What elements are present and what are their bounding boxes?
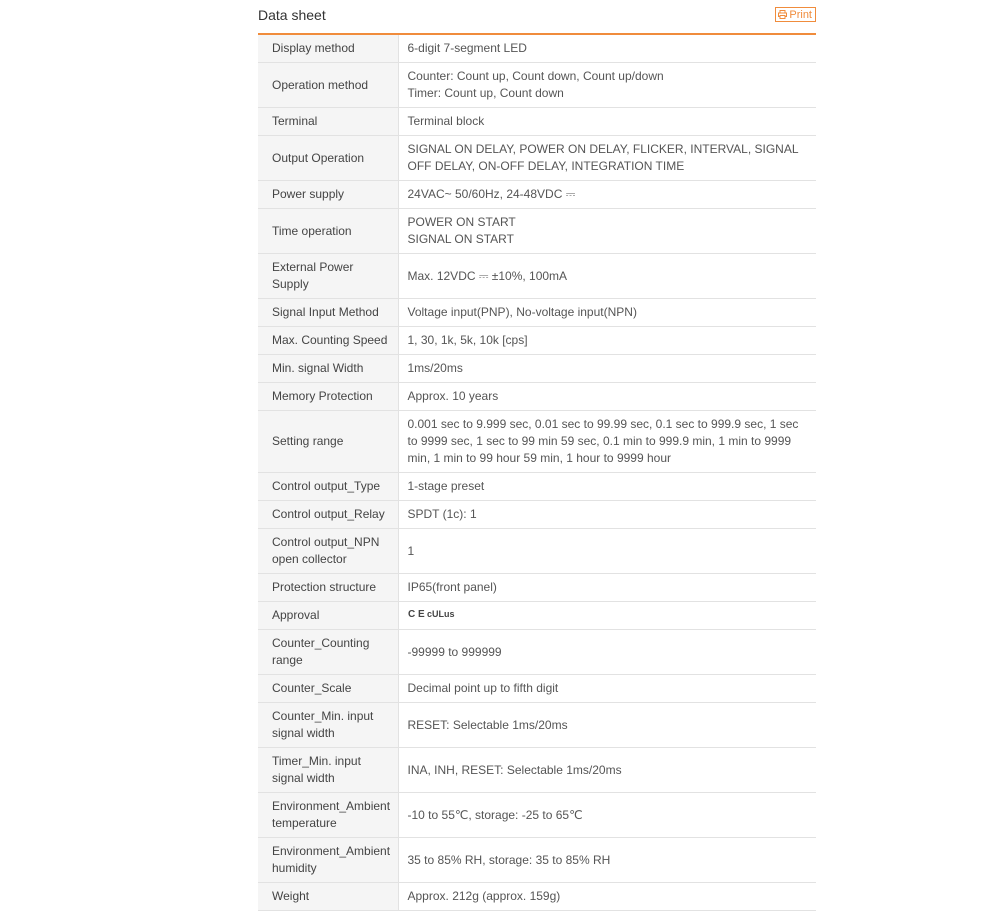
spec-label: Memory Protection — [258, 383, 398, 411]
spec-value-line: Terminal block — [407, 114, 485, 128]
spec-row — [258, 327, 816, 355]
print-icon — [778, 10, 787, 19]
spec-value-line: 0.001 sec to 9.999 sec, 0.01 sec to 99.99 sec, 0.1 sec to 999.9 sec, 1 sec to 9999 sec, 1 sec to 99 min 59 sec, 0.1 min to 999.9 min, 1 min to 9999 min, 1 min to 99 hour 59 min, 1 hour to 9999 hour — [407, 417, 799, 465]
spec-value-line: 6-digit 7-segment LED — [407, 41, 527, 55]
spec-label: Setting range — [258, 411, 398, 473]
spec-value-line: 1 — [407, 543, 415, 558]
spec-value — [398, 209, 816, 254]
spec-label: Environment_Ambient temperature — [258, 793, 398, 838]
spec-label: Protection structure — [258, 574, 398, 602]
spec-row — [258, 411, 816, 473]
spec-value-line: SPDT (1c): 1 — [407, 507, 477, 521]
spec-value-line: 1ms/20ms — [407, 361, 463, 375]
spec-row — [258, 35, 816, 63]
spec-row — [258, 108, 816, 136]
spec-label: External Power Supply — [258, 254, 398, 299]
spec-row — [258, 136, 816, 181]
spec-row — [258, 748, 816, 793]
spec-value-line: 1-stage preset — [407, 479, 485, 493]
approval-logos — [407, 607, 455, 624]
spec-value-line: Approx. 212g (approx. 159g) — [407, 889, 561, 904]
spec-value — [398, 108, 816, 136]
spec-value-line: Counter: Count up, Count down, Count up/down — [407, 69, 664, 83]
spec-table — [258, 35, 816, 911]
spec-value — [398, 838, 816, 883]
spec-label: Max. Counting Speed — [258, 327, 398, 355]
spec-value — [398, 411, 816, 473]
ce-mark-icon: C E — [407, 609, 425, 621]
spec-value — [398, 883, 816, 911]
spec-value — [398, 355, 816, 383]
spec-value — [398, 529, 816, 574]
spec-value — [398, 630, 816, 675]
spec-label: Counter_Min. input signal width — [258, 703, 398, 748]
spec-row — [258, 838, 816, 883]
spec-row — [258, 883, 816, 911]
spec-value-line: Decimal point up to fifth digit — [407, 681, 559, 696]
section-header — [258, 0, 816, 35]
spec-label: Operation method — [258, 63, 398, 108]
spec-value — [398, 63, 816, 108]
spec-label: Min. signal Width — [258, 355, 398, 383]
spec-label: Environment_Ambient humidity — [258, 838, 398, 883]
spec-value-line: SIGNAL ON START — [407, 232, 514, 246]
spec-value — [398, 748, 816, 793]
data-sheet-section — [258, 0, 816, 911]
spec-label: Timer_Min. input signal width — [258, 748, 398, 793]
spec-value-line: Voltage input(PNP), No-voltage input(NPN) — [407, 305, 637, 319]
spec-value-line: 35 to 85% RH, storage: 35 to 85% RH — [407, 852, 611, 867]
spec-row — [258, 355, 816, 383]
spec-value-line: INA, INH, RESET: Selectable 1ms/20ms — [407, 762, 622, 777]
spec-row — [258, 181, 816, 209]
spec-label: Control output_Type — [258, 473, 398, 501]
spec-label: Counter_Scale — [258, 675, 398, 703]
spec-row — [258, 529, 816, 574]
spec-value — [398, 254, 816, 299]
spec-value-line: -10 to 55℃, storage: -25 to 65℃ — [407, 807, 583, 822]
spec-value — [398, 136, 816, 181]
spec-label: Output Operation — [258, 136, 398, 181]
spec-row — [258, 630, 816, 675]
spec-value-line: 1, 30, 1k, 5k, 10k [cps] — [407, 333, 528, 347]
spec-value-line: RESET: Selectable 1ms/20ms — [407, 717, 568, 732]
spec-row — [258, 299, 816, 327]
ul-mark-icon: cULus — [426, 609, 455, 620]
spec-label: Counter_Counting range — [258, 630, 398, 675]
spec-row — [258, 675, 816, 703]
spec-row — [258, 254, 816, 299]
spec-label: Control output_NPN open collector — [258, 529, 398, 574]
spec-value-line: Max. 12VDC ⎓ ±10%, 100mA — [407, 268, 568, 283]
spec-label: Signal Input Method — [258, 299, 398, 327]
spec-value — [398, 35, 816, 63]
spec-value-line: Timer: Count up, Count down — [407, 86, 564, 100]
spec-row — [258, 703, 816, 748]
spec-row — [258, 209, 816, 254]
spec-value — [398, 602, 816, 630]
spec-row — [258, 574, 816, 602]
spec-row — [258, 473, 816, 501]
spec-value — [398, 327, 816, 355]
spec-value — [398, 473, 816, 501]
spec-value — [398, 299, 816, 327]
spec-label: Control output_Relay — [258, 501, 398, 529]
spec-value — [398, 793, 816, 838]
spec-value-line: Approx. 10 years — [407, 389, 499, 403]
spec-label: Time operation — [258, 209, 398, 254]
spec-row — [258, 501, 816, 529]
print-label: Print — [789, 8, 812, 21]
page-title: Data sheet — [258, 7, 326, 23]
spec-label: Display method — [258, 35, 398, 63]
spec-row — [258, 63, 816, 108]
spec-value — [398, 703, 816, 748]
spec-label: Terminal — [258, 108, 398, 136]
spec-label: Weight — [258, 883, 398, 911]
spec-value — [398, 574, 816, 602]
spec-label: Power supply — [258, 181, 398, 209]
spec-value — [398, 501, 816, 529]
spec-value — [398, 181, 816, 209]
spec-row — [258, 602, 816, 630]
spec-value-line: -99999 to 999999 — [407, 644, 502, 659]
spec-value-line: IP65(front panel) — [407, 580, 497, 594]
spec-value — [398, 675, 816, 703]
spec-value-line: SIGNAL ON DELAY, POWER ON DELAY, FLICKER, INTERVAL, SIGNAL OFF DELAY, ON-OFF DELAY, INTEGRATION TIME — [407, 142, 799, 173]
spec-label: Approval — [258, 602, 398, 630]
spec-row — [258, 793, 816, 838]
print-button[interactable] — [775, 7, 816, 22]
spec-value-line: POWER ON START — [407, 215, 516, 229]
certification-marks-icon — [407, 607, 455, 621]
spec-value-line: 24VAC~ 50/60Hz, 24-48VDC ⎓ — [407, 187, 576, 201]
spec-row — [258, 383, 816, 411]
spec-value — [398, 383, 816, 411]
